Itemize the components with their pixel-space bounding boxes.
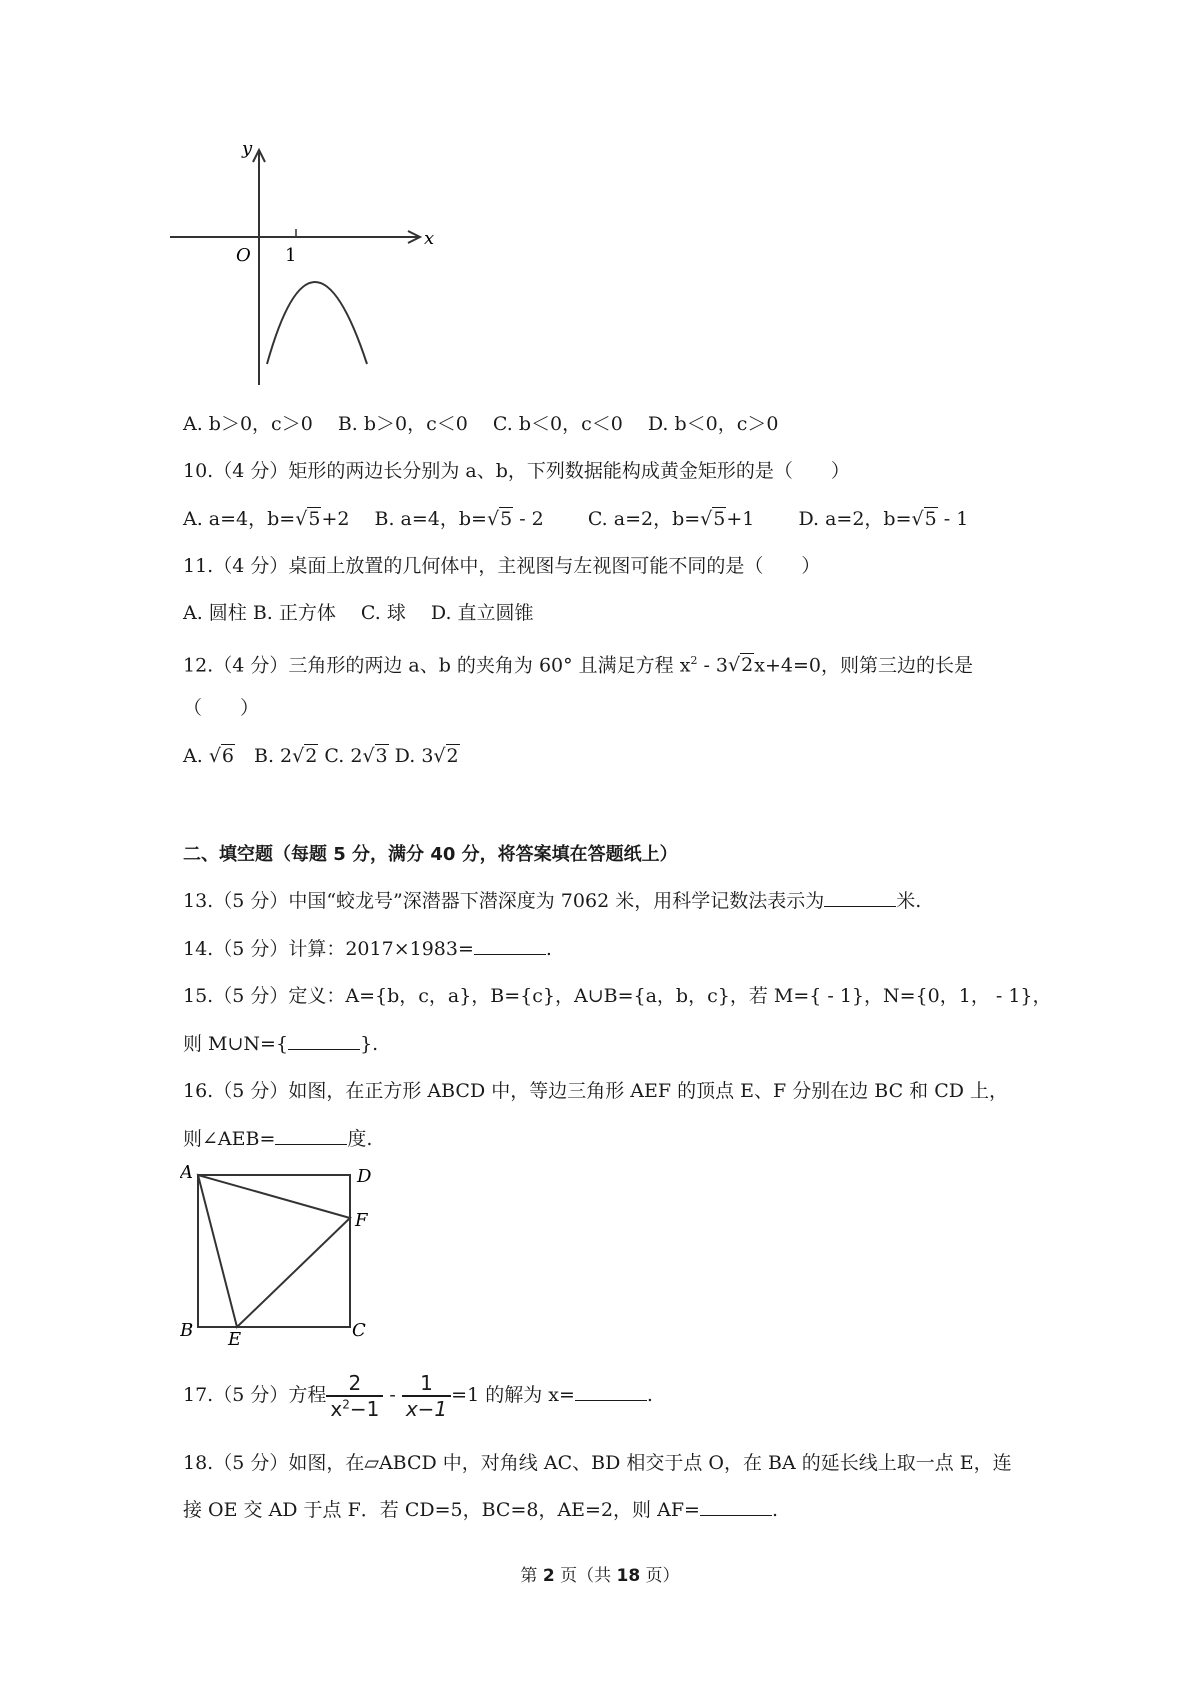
q12-stem (183, 648, 973, 678)
q15-line2 (183, 1031, 378, 1057)
radicand: 2 (741, 654, 754, 677)
q16-pre: 则∠AEB= (183, 1128, 276, 1150)
q10-options (183, 506, 968, 532)
q14-post: . (545, 938, 552, 960)
sqrt-symbol: √6 (208, 745, 235, 767)
q11-options: A. 圆柱 B. 正方体 C. 球 D. 直立圆锥 (183, 602, 534, 624)
parabola-curve (267, 282, 367, 364)
q13-post: 米. (896, 890, 922, 912)
q12-stem-mid: - 3 (697, 654, 729, 677)
fraction-2 (402, 1371, 451, 1421)
q16-line2 (183, 1126, 372, 1152)
q12-opt-b: B. 2 (235, 745, 293, 767)
q12-options (183, 743, 460, 769)
radicand: 5 (308, 508, 321, 530)
radicand: 5 (713, 508, 726, 530)
fraction-denominator (326, 1397, 383, 1421)
footer-pre: 第 (520, 1566, 543, 1586)
q11-stem: 11.（4 分）桌面上放置的几何体中，主视图与左视图可能不同的是（ ） (183, 555, 821, 577)
sqrt-symbol: √5 (295, 508, 321, 530)
q10-opt-a-post: +2 (321, 508, 375, 530)
sqrt-symbol: √5 (911, 508, 937, 530)
answer-blank (275, 1126, 347, 1145)
page-number: 2 (542, 1566, 555, 1586)
q14 (183, 936, 552, 962)
label-c: C (352, 1320, 366, 1341)
q18-line1: 18.（5 分）如图，在▱ABCD 中，对角线 AC、BD 相交于点 O，在 BA 的延长线上取一点 E，连 (183, 1452, 1012, 1474)
q10-opt-b-pre: B. a=4，b= (374, 508, 487, 530)
q17-post: =1 的解为 x= (451, 1384, 575, 1406)
label-d: D (357, 1166, 372, 1187)
fraction-1 (326, 1371, 383, 1421)
x-axis-label: x (424, 228, 435, 249)
sqrt-symbol: √5 (486, 508, 513, 530)
den-base: x (330, 1397, 343, 1421)
den-exponent: 2 (342, 1397, 350, 1412)
total-pages: 18 (616, 1566, 641, 1586)
q12-stem-post: x+4=0，则第三边的长是 (754, 654, 973, 677)
sqrt-symbol: √3 (362, 745, 388, 767)
q10-opt-c-pre: C. a=2，b= (587, 508, 701, 530)
q12-exponent: 2 (690, 654, 698, 667)
q16-line1: 16.（5 分）如图，在正方形 ABCD 中，等边三角形 AEF 的顶点 E、F 分别在边 BC 和 CD 上， (183, 1080, 1008, 1102)
q17-minus: - (383, 1384, 402, 1406)
sqrt-symbol: √2 (433, 745, 459, 767)
page-footer (0, 1561, 1200, 1586)
q10-opt-d-post: - 1 (937, 508, 969, 530)
radicand: 5 (924, 508, 937, 530)
radicand: 5 (500, 508, 513, 530)
q13-text: 13.（5 分）中国“蛟龙号”深潜器下潜深度为 7062 米，用科学记数法表示为 (183, 890, 825, 912)
radicand: 2 (305, 745, 318, 767)
answer-blank (824, 888, 896, 907)
answer-blank (575, 1382, 647, 1401)
sqrt-symbol: √2 (292, 745, 318, 767)
q14-text: 14.（5 分）计算：2017×1983= (183, 938, 474, 960)
sqrt-symbol: √2 (728, 654, 754, 677)
footer-mid: 页（共 (554, 1566, 617, 1586)
q10-opt-b-post: - 2 (513, 508, 582, 530)
sqrt-symbol: √5 (700, 508, 726, 530)
fraction-numerator: 2 (326, 1371, 383, 1397)
q12-stem-pre: 12.（4 分）三角形的两边 a、b 的夹角为 60° 且满足方程 x (183, 654, 691, 677)
q18-line2 (183, 1497, 778, 1523)
q15-pre: 则 M∪N={ (183, 1033, 289, 1055)
tick-label-1: 1 (285, 245, 297, 266)
fraction-denominator: x−1 (405, 1397, 448, 1421)
square-abcd (198, 1175, 350, 1327)
q17-end: . (646, 1384, 653, 1406)
q17-pre: 17.（5 分）方程 (183, 1384, 327, 1406)
q13 (183, 888, 921, 914)
q10-opt-a-pre: A. a=4，b= (183, 508, 296, 530)
q12-opt-d: D. 3 (388, 745, 434, 767)
answer-blank (474, 936, 546, 955)
q16-post: 度. (347, 1128, 373, 1150)
q9-options: A. b＞0，c＞0 B. b＞0，c＜0 C. b＜0，c＜0 D. b＜0，c＞0 (183, 413, 779, 435)
den-tail: −1 (349, 1397, 380, 1421)
y-axis-label: y (242, 140, 253, 159)
q15-line1: 15.（5 分）定义：A={b，c，a}，B={c}，A∪B={a，b，c}，若 M={ - 1}，N={0，1， - 1}， (183, 985, 1052, 1007)
q12-opt-a: A. (183, 745, 209, 767)
radicand: 2 (446, 745, 459, 767)
label-e: E (228, 1329, 242, 1350)
q15-post: }. (360, 1033, 379, 1055)
square-diagram (180, 1160, 380, 1350)
answer-blank (700, 1497, 772, 1516)
fraction-numerator: 1 (402, 1371, 451, 1397)
label-b: B (180, 1320, 194, 1341)
q12-opt-c: C. 2 (318, 745, 363, 767)
q10-opt-c-post: +1 (726, 508, 793, 530)
radicand: 3 (375, 745, 388, 767)
footer-post: 页） (640, 1566, 680, 1586)
q18-post: . (771, 1499, 778, 1521)
q10-stem: 10.（4 分）矩形的两边长分别为 a、b，下列数据能构成黄金矩形的是（ ） (183, 460, 850, 482)
label-f: F (355, 1210, 368, 1231)
origin-label: O (236, 245, 251, 266)
parabola-graph (170, 140, 440, 390)
q12-stem-line2: （ ） (183, 697, 260, 719)
label-a: A (180, 1162, 193, 1183)
triangle-aef (198, 1175, 350, 1327)
q18-pre: 接 OE 交 AD 于点 F．若 CD=5，BC=8，AE=2，则 AF= (183, 1499, 700, 1521)
q10-opt-d-pre: D. a=2，b= (798, 508, 912, 530)
section-2-heading: 二、填空题（每题 5 分，满分 40 分，将答案填在答题纸上） (183, 844, 678, 865)
q17 (183, 1365, 653, 1425)
answer-blank (288, 1031, 360, 1050)
radicand: 6 (221, 745, 235, 767)
